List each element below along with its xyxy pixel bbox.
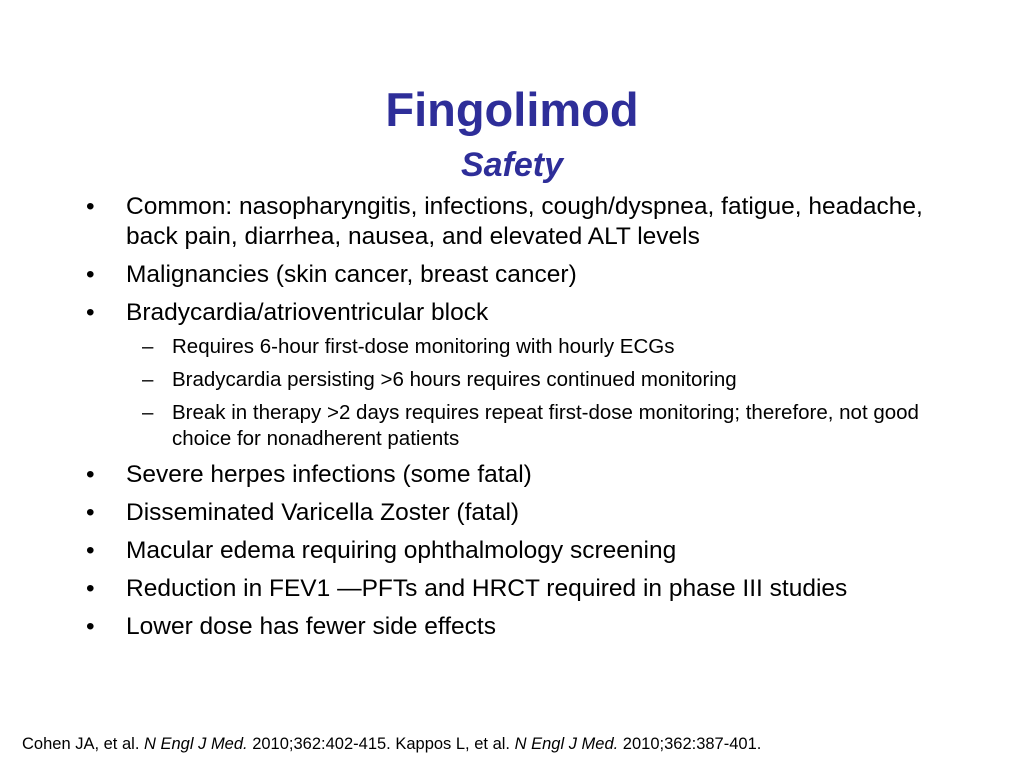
citation-text-3: 2010;362:387-401.	[618, 735, 762, 753]
citation-text-2: 2010;362:402-415. Kappos L, et al.	[247, 735, 515, 753]
dash-icon: –	[142, 335, 154, 358]
sub-bullet-item	[126, 400, 980, 452]
slide-title: Fingolimod	[385, 83, 639, 136]
bullet-item	[80, 612, 980, 642]
bullet-item	[80, 192, 980, 252]
sub-bullet-list	[126, 334, 980, 452]
bullet-icon: •	[86, 613, 95, 640]
bullet-text: Malignancies (skin cancer, breast cancer)	[126, 261, 577, 288]
citation-text-1: Cohen JA, et al.	[22, 735, 144, 753]
bullet-text: Common: nasopharyngitis, infections, cough/dyspnea, fatigue, headache, back pain, diarrhea, nausea, and elevated ALT levels	[126, 193, 923, 250]
bullet-list	[80, 192, 980, 650]
bullet-text: Bradycardia/atrioventricular block	[126, 299, 489, 326]
dash-icon: –	[142, 401, 154, 424]
bullet-text: Lower dose has fewer side effects	[126, 613, 496, 640]
bullet-item	[80, 298, 980, 452]
slide-subtitle: Safety	[460, 146, 564, 184]
bullet-icon: •	[86, 193, 95, 220]
bullet-icon: •	[86, 299, 95, 326]
bullet-icon: •	[86, 461, 95, 488]
bullet-item	[80, 498, 980, 528]
sub-bullet-text: Requires 6-hour first-dose monitoring with hourly ECGs	[172, 335, 675, 358]
bullet-icon: •	[86, 261, 95, 288]
bullet-text: Severe herpes infections (some fatal)	[126, 461, 532, 488]
bullet-text: Reduction in FEV1 —PFTs and HRCT required in phase III studies	[126, 575, 848, 602]
citation-journal-1: N Engl J Med.	[144, 735, 248, 753]
sub-bullet-item	[126, 334, 980, 360]
sub-bullet-text: Bradycardia persisting >6 hours requires continued monitoring	[172, 368, 737, 391]
bullet-text: Macular edema requiring ophthalmology screening	[126, 537, 677, 564]
bullet-icon: •	[86, 575, 95, 602]
bullet-icon: •	[86, 537, 95, 564]
citation-journal-2: N Engl J Med.	[514, 735, 619, 753]
dash-icon: –	[142, 368, 154, 391]
bullet-item	[80, 460, 980, 490]
bullet-item	[80, 536, 980, 566]
sub-bullet-item	[126, 367, 980, 393]
sub-bullet-text: Break in therapy >2 days requires repeat first-dose monitoring; therefore, not good choice for nonadherent patients	[172, 401, 919, 450]
bullet-text: Disseminated Varicella Zoster (fatal)	[126, 499, 520, 526]
bullet-item	[80, 260, 980, 290]
citation-footer	[22, 733, 1012, 755]
bullet-item	[80, 574, 980, 604]
bullet-icon: •	[86, 499, 95, 526]
